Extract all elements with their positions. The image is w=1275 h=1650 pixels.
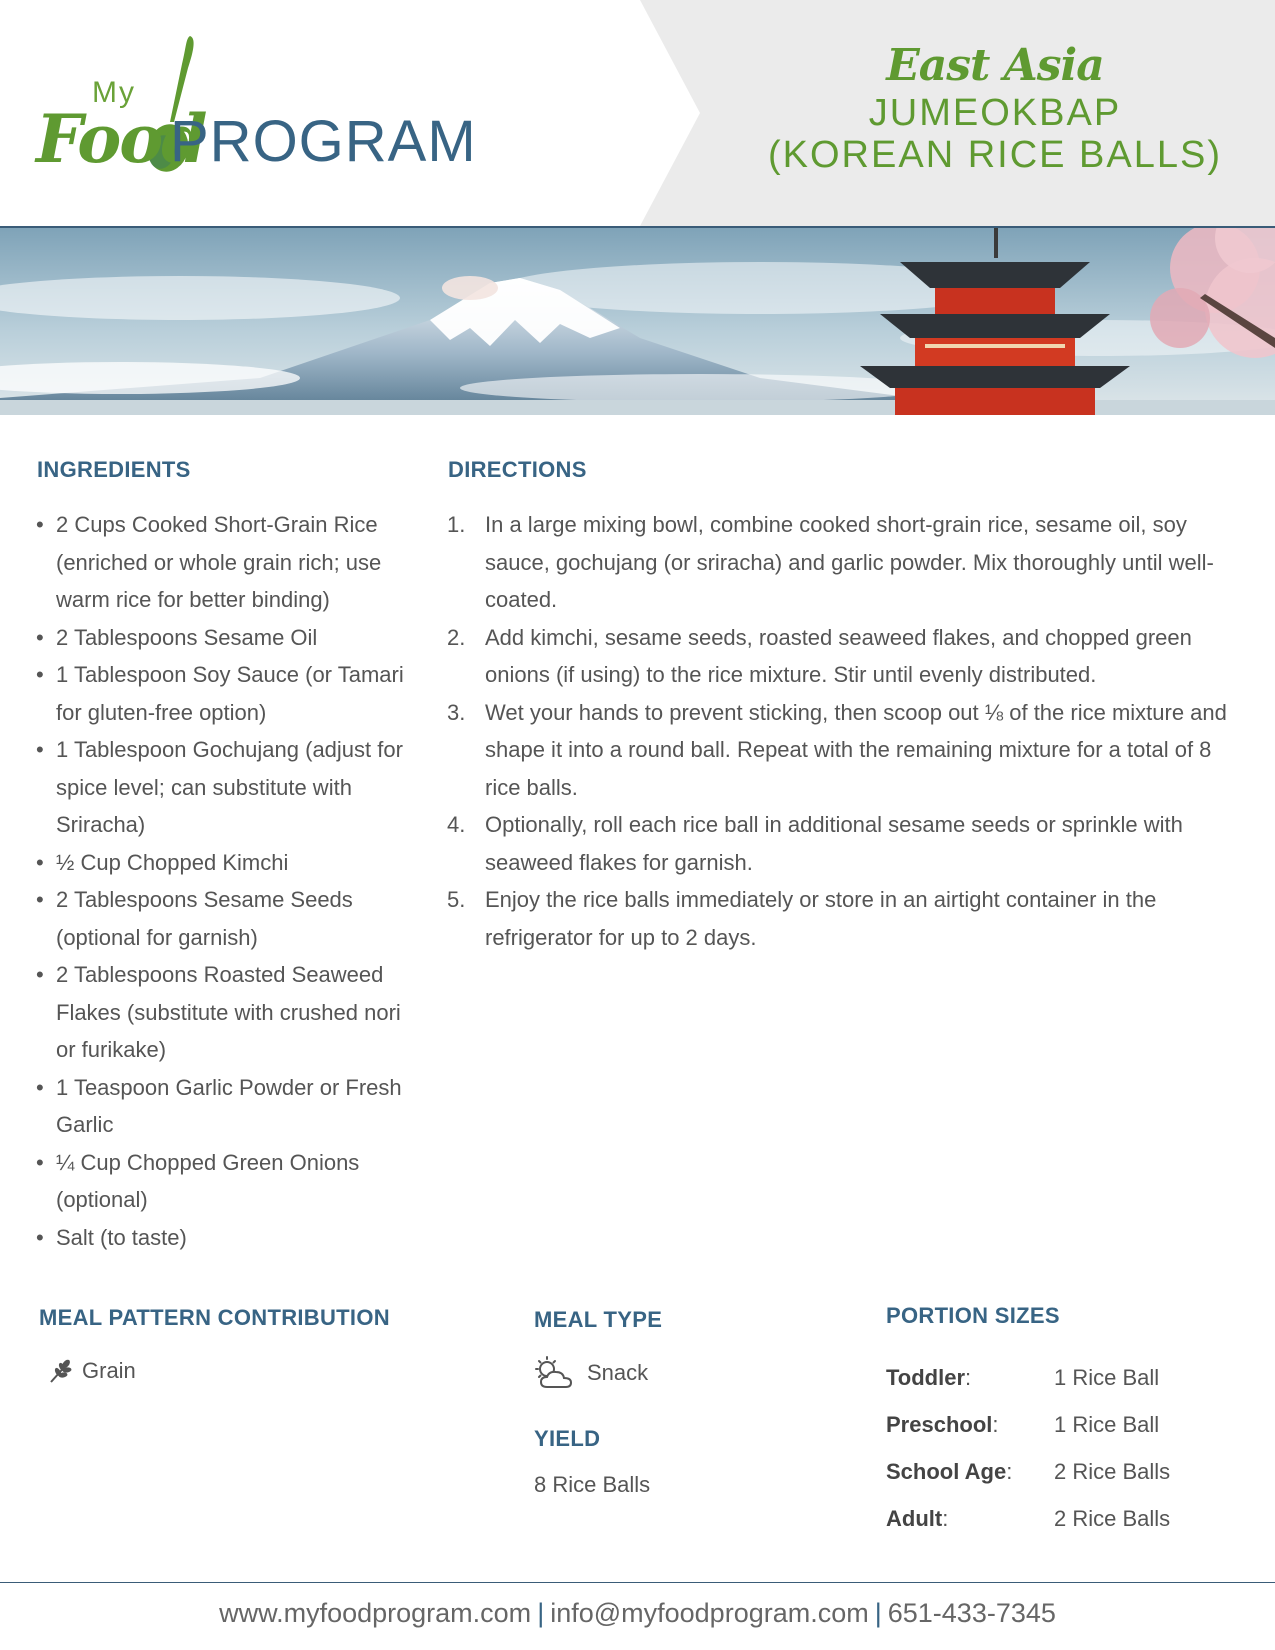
meal-pattern-heading: MEAL PATTERN CONTRIBUTION xyxy=(39,1305,390,1330)
logo-program: PROGRAM xyxy=(170,109,477,174)
meal-pattern-item xyxy=(48,1358,136,1384)
logo-food: Food xyxy=(36,100,206,178)
portion-sizes-heading: PORTION SIZES xyxy=(886,1303,1060,1328)
meal-type-item xyxy=(533,1356,648,1390)
email-link[interactable]: info@myfoodprogram.com xyxy=(550,1598,869,1628)
directions-heading: DIRECTIONS xyxy=(448,457,587,482)
meal-pattern-label: Grain xyxy=(82,1358,136,1383)
direction-step xyxy=(447,806,1237,881)
logo-my: My xyxy=(92,76,136,109)
step-number: 4. xyxy=(447,812,466,837)
wheat-icon xyxy=(48,1358,74,1384)
portion-row: School Age: 2 Rice Balls xyxy=(886,1458,1171,1484)
footer-divider xyxy=(0,1582,1275,1583)
list-item: • 1 Teaspoon Garlic Powder or Fresh Garlic xyxy=(36,1069,421,1144)
portion-row: Toddler: 1 Rice Ball xyxy=(886,1364,1160,1390)
direction-step xyxy=(447,619,1237,694)
portion-value: 1 Rice Ball xyxy=(1054,1364,1160,1390)
step-number: 5. xyxy=(447,887,466,912)
footer xyxy=(0,1598,1275,1629)
step-text: Optionally, roll each rice ball in additional sesame seeds or sprinkle with seaweed flakes for garnish. xyxy=(485,812,1183,875)
mountain-pagoda-illustration xyxy=(0,228,1275,415)
yield-heading: YIELD xyxy=(534,1426,601,1451)
portion-value: 2 Rice Balls xyxy=(1054,1458,1171,1484)
list-item: • 2 Tablespoons Sesame Seeds (optional for garnish) xyxy=(36,881,421,956)
portion-label: Preschool xyxy=(886,1411,993,1437)
phone-number: 651-433-7345 xyxy=(887,1598,1056,1628)
banner-image xyxy=(0,228,1275,415)
portion-label: School Age xyxy=(886,1458,1007,1484)
portion-label: Toddler xyxy=(886,1364,966,1390)
footer-separator: | xyxy=(874,1598,882,1628)
ingredients-list xyxy=(36,506,421,1256)
list-item: • Salt (to taste) xyxy=(36,1219,421,1257)
list-item: • 1 Tablespoon Soy Sauce (or Tamari for gluten-free option) xyxy=(36,656,421,731)
step-number: 2. xyxy=(447,624,466,650)
footer-separator: | xyxy=(537,1598,545,1628)
step-number: 1. xyxy=(447,512,466,537)
sun-cloud-icon xyxy=(533,1356,575,1390)
direction-step xyxy=(447,694,1237,807)
portion-sizes-table xyxy=(886,1354,1170,1542)
recipe-title: JUMEOKBAP xyxy=(868,92,1122,134)
portion-row: Preschool: 1 Rice Ball xyxy=(886,1411,1160,1437)
list-item: • 2 Cups Cooked Short-Grain Rice (enriched or whole grain rich; use warm rice for better binding) xyxy=(36,506,421,619)
portion-value: 2 Rice Balls xyxy=(1054,1505,1171,1531)
step-text: Add kimchi, sesame seeds, roasted seaweed flakes, and chopped green onions (if using) to the rice mixture. Stir until evenly distributed. xyxy=(485,624,1192,687)
direction-step xyxy=(447,881,1237,956)
list-item: • ½ Cup Chopped Kimchi xyxy=(36,844,421,882)
ingredients-heading: INGREDIENTS xyxy=(37,457,191,482)
list-item: • 2 Tablespoons Sesame Oil xyxy=(36,619,421,657)
yield-value: 8 Rice Balls xyxy=(534,1472,651,1497)
list-item: • 2 Tablespoons Roasted Seaweed Flakes (substitute with crushed nori or furikake) xyxy=(36,956,421,1069)
direction-step xyxy=(447,506,1237,619)
portion-value: 1 Rice Ball xyxy=(1054,1411,1160,1437)
step-text: In a large mixing bowl, combine cooked short-grain rice, sesame oil, soy sauce, gochujang (or sriracha) and garlic powder. Mix thoroughly until well-coated. xyxy=(485,512,1214,612)
meal-type-heading: MEAL TYPE xyxy=(534,1307,663,1332)
list-item: • 1 Tablespoon Gochujang (adjust for spice level; can substitute with Sriracha) xyxy=(36,731,421,844)
recipe-subtitle: (KOREAN RICE BALLS) xyxy=(768,134,1222,176)
region-label: East Asia xyxy=(886,40,1104,91)
website-link[interactable]: www.myfoodprogram.com xyxy=(219,1598,532,1628)
step-text: Enjoy the rice balls immediately or store in an airtight container in the refrigerator for up to 2 days. xyxy=(485,887,1157,950)
portion-row: Adult: 2 Rice Balls xyxy=(886,1505,1171,1531)
logo xyxy=(36,34,496,178)
list-item: • ¼ Cup Chopped Green Onions (optional) xyxy=(36,1144,421,1219)
step-text: Wet your hands to prevent sticking, then scoop out ⅛ of the rice mixture and shape it into a round ball. Repeat with the remaining mixture for a total of 8 rice balls. xyxy=(485,699,1227,800)
meal-type-label: Snack xyxy=(587,1360,649,1385)
directions-list xyxy=(447,506,1237,956)
step-number: 3. xyxy=(447,699,466,725)
portion-label: Adult xyxy=(886,1505,943,1531)
header xyxy=(0,0,1275,228)
